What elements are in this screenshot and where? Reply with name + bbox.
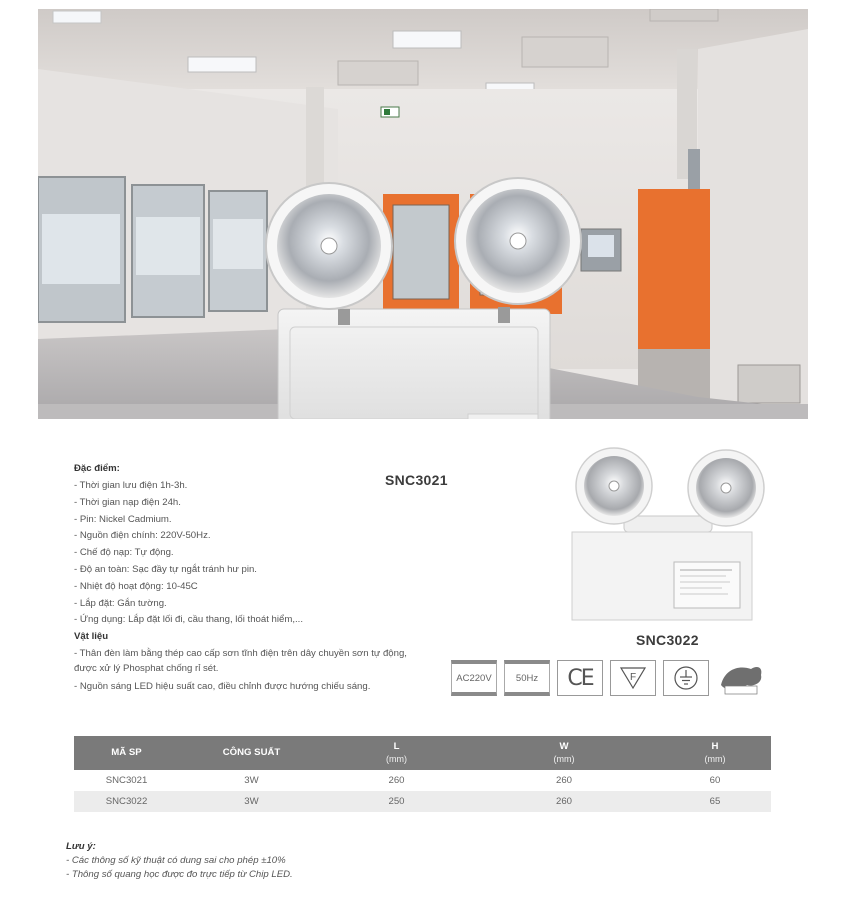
notes-title: Lưu ý: [66,841,96,852]
col-header-height [659,736,771,770]
col-header-unit: (mm) [553,753,575,764]
feature-item: - Thời gian nạp điện 24h. [74,496,181,508]
ground-symbol-icon [663,660,709,696]
spec-table [74,736,771,812]
rohs-compliant-icon [716,660,766,696]
table-cell: 65 [659,791,771,812]
col-header-unit: (mm) [704,753,726,764]
feature-item: - Pin: Nickel Cadmium. [74,513,172,525]
table-cell: 260 [469,791,659,812]
col-header-label: L [393,740,400,752]
feature-item: - Chế độ nạp: Tự động. [74,547,174,559]
note-item: - Thông số quang học được đo trực tiếp từ Chip LED. [66,869,293,880]
note-item: - Các thông số kỹ thuật có dung sai cho phép ±10% [66,855,286,866]
material-item: - Thân đèn làm bằng thép cao cấp sơn tĩnh điện trên dây chuyền sơn tự động, được xử lý Phosphat chống rỉ sét. [74,648,407,675]
snc3022-light-drawing [566,444,766,624]
table-cell: 3W [179,791,324,812]
product-snc3022-image [566,444,766,624]
table-cell: 3W [244,775,259,786]
notes-section [66,840,293,882]
material-item: - Nguồn sáng LED hiệu suất cao, điều chỉnh được hướng chiếu sáng. [74,681,371,693]
col-header-model [74,736,179,770]
hero-product-photo [38,9,808,419]
table-row [74,770,771,791]
col-header-label: MÃ SP [111,747,142,758]
table-cell: SNC3021 [105,775,148,786]
model-name-snc3022: SNC3022 [636,632,699,648]
feature-item: - Nhiệt độ hoạt động: 10-45C [74,580,198,592]
col-header-power [179,736,324,770]
col-header-length [324,736,469,770]
col-header-width [469,736,659,770]
features-heading: Đặc điểm: [74,463,120,474]
table-cell: 250 [324,791,469,812]
col-header-unit: (mm) [386,753,407,764]
table-cell: 60 [709,775,721,786]
table-cell: 260 [555,775,572,786]
col-header-label: W [559,740,569,752]
features-section [74,462,424,697]
table-cell: SNC3022 [74,791,179,812]
feature-item: - Thời gian lưu điện 1h-3h. [74,480,188,491]
col-header-label: H [711,740,719,752]
cleanroom-scene [38,9,808,419]
table-cell: 260 [388,775,405,786]
feature-item: - Nguồn điện chính: 220V-50Hz. [74,530,211,542]
materials-heading: Vật liệu [74,631,109,643]
feature-item: - Độ an toàn: Sạc đầy tự ngắt tránh hư pin. [74,563,257,575]
col-header-label: CÔNG SUẤT [222,747,281,758]
voltage-badge: AC220V [451,660,497,696]
feature-item: - Lắp đặt: Gắn tường. [74,597,167,609]
frequency-badge: 50Hz [504,660,550,696]
ce-mark-icon: CE [557,660,603,696]
feature-item: - Ứng dụng: Lắp đặt lối đi, cầu thang, lối thoát hiểm,... [74,614,303,626]
model-name-snc3021: SNC3021 [385,472,448,488]
table-row [74,791,771,812]
svg-text:F: F [630,672,637,683]
spec-table-header-row [74,736,771,770]
f-mark-icon [610,660,656,696]
